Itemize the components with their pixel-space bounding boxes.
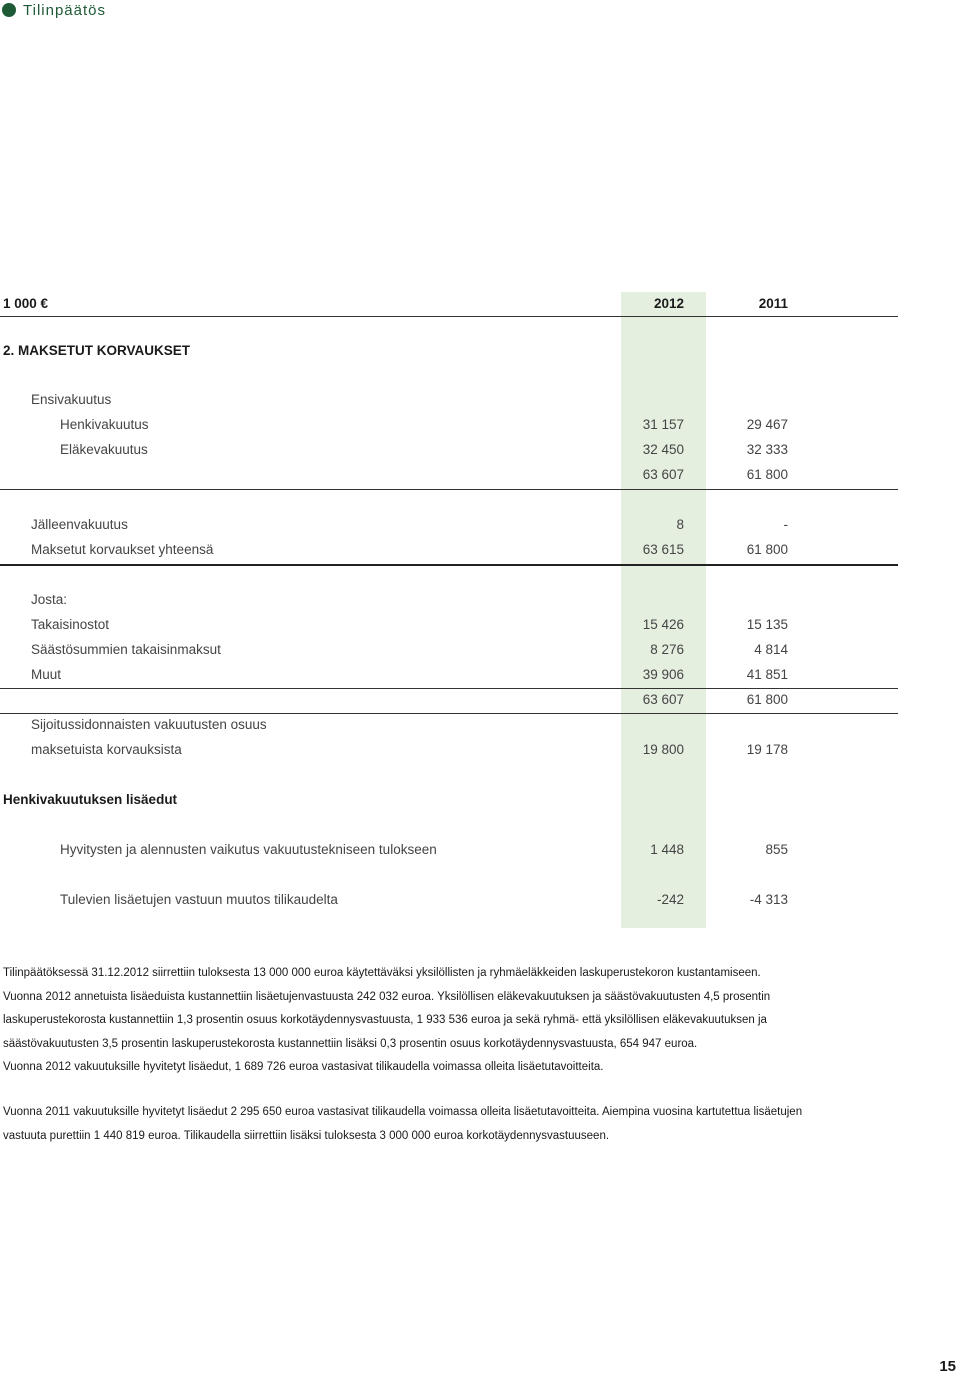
page-number: 15 (939, 1358, 956, 1375)
table-row: maksetuista korvauksista 19 800 19 178 (31, 742, 788, 757)
header-divider (0, 316, 898, 317)
table-row: Jälleenvakuutus 8 - (31, 517, 788, 532)
table-row: Tulevien lisäetujen vastuun muutos tilikaudelta -242 -4 313 (60, 892, 788, 907)
subtotal-divider (0, 489, 898, 490)
table-row: Säästösummien takaisinmaksut 8 276 4 814 (31, 642, 788, 657)
total-divider (0, 564, 898, 566)
note-paragraph: Vuonna 2012 annetuista lisäeduista kustannettiin lisäetujenvastuusta 242 032 euroa. Yksilöllisen eläkevakuutuksen ja säästövakuutusten 4,5 prosentin laskuperustekorosta kustannettiin 1,3 prosentin osuus korkotäydennysvastuusta, 1 933 536 euroa ja sekä ryhmä- että yksilöllisen eläkevakuutuksen ja säästövakuutusten 3,5 prosentin laskuperustekorosta kustannettiin lisäksi 0,3 prosentin osuus korkotäydennysvastuusta, 654 947 euroa. (3, 990, 771, 1050)
col-2011-header: 2011 (758, 296, 788, 311)
table-row: Takaisinostot 15 426 15 135 (31, 617, 788, 632)
table-row: Sijoitussidonnaisten vakuutusten osuus (31, 717, 267, 732)
subtotal-row: 63 607 61 800 (642, 467, 788, 482)
table-row: Ensivakuutus (31, 392, 112, 407)
subtitle: Henkivakuutuksen lisäedut (3, 792, 178, 807)
page-header (2, 0, 106, 20)
table-title: 2. MAKSETUT KORVAUKSET (3, 343, 191, 358)
unit-label: 1 000 € (3, 296, 49, 311)
table-row: Eläkevakuutus 32 450 32 333 (60, 442, 788, 457)
table-row: Henkivakuutus 31 157 29 467 (60, 417, 788, 432)
subtotal-row: 63 607 61 800 (642, 692, 788, 707)
table-title-row (0, 339, 898, 363)
section-dot-icon (2, 3, 16, 17)
table-row: Josta: (31, 592, 68, 607)
table-row: Hyvitysten ja alennusten vaikutus vakuutustekniseen tulokseen 1 448 855 (60, 842, 788, 857)
notes-block-2011 (3, 1101, 843, 1148)
note-paragraph: Vuonna 2011 vakuutuksille hyvitetyt lisäedut 2 295 650 euroa vastasivat tilikaudella voimassa olleita lisäetutavoitteita. Aiempina vuosina kartutettua lisäetujen vastuuta purettiin 1 440 819 euroa. Tilikaudella siirrettiin lisäksi tuloksesta 3 000 000 euroa korkotäydennysvastuuseen. (3, 1106, 803, 1142)
note-paragraph: Vuonna 2012 vakuutuksille hyvitetyt lisäedut, 1 689 726 euroa vastasivat tilikaudella voimassa olleita lisäetutavoitteita. (3, 1061, 604, 1073)
table-header-row (0, 292, 898, 316)
section-title: Tilinpäätös (23, 1, 106, 19)
col-2012-header: 2012 (653, 296, 684, 311)
table-row: Muut 39 906 41 851 (31, 667, 788, 682)
notes-block-2012 (3, 962, 843, 1080)
note-paragraph: Tilinpäätöksessä 31.12.2012 siirrettiin tuloksesta 13 000 000 euroa käytettäväksi yksilöllisten ja ryhmäeläkkeiden laskuperustekoron kustantamiseen. (3, 967, 761, 979)
subtitle-row (0, 788, 898, 812)
total-row: Maksetut korvaukset yhteensä 63 615 61 800 (31, 542, 788, 557)
